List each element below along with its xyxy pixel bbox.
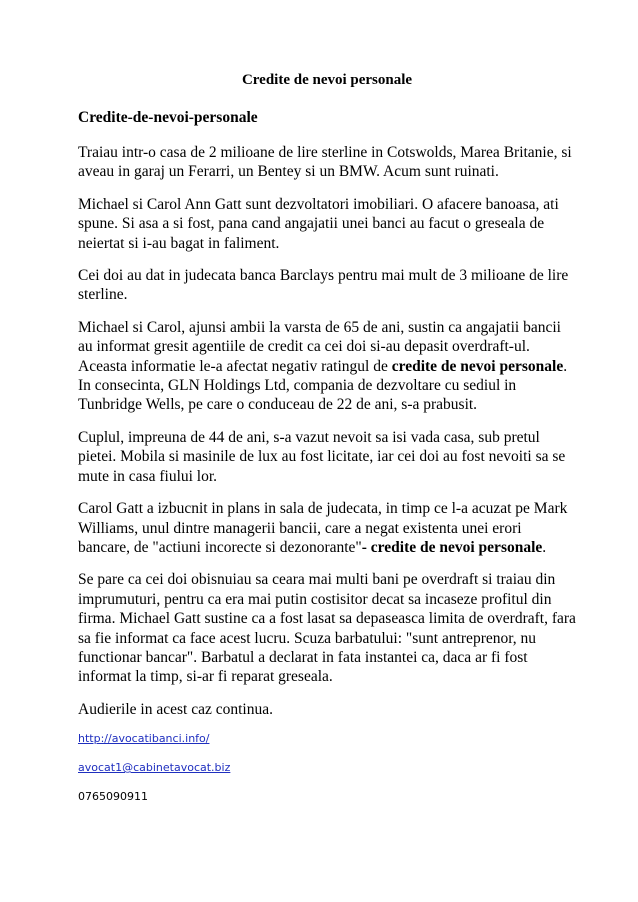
paragraph-4 <box>78 318 576 415</box>
email-link[interactable]: avocat1@cabinetavocat.biz <box>78 761 231 775</box>
paragraph-7: Se pare ca cei doi obisnuiau sa ceara mai multi bani pe overdraft si traiau din imprumuturi, pentru ca era mai putin costisitor decat sa incaseze profitul din firma. Michael Gatt sustine ca a fost lasat sa depaseasca limita de overdraft, fara sa fie informat ca face acest lucru. Scuza barbatului: "sunt antreprenor, nu functionar bancar". Barbatul a declarat in fata instantei ca, daca ar fi fost informat la timp, si-ar fi reparat greseala. <box>78 571 576 686</box>
paragraph-4-text-a: Michael si Carol, ajunsi ambii la varsta de 65 de ani, sustin ca angajatii bancii au informat gresit agentiile de credit ca cei doi si-au depasit overdraft-ul. Aceasta informatie le-a afectat negativ ratingul de <box>78 318 561 375</box>
paragraph-6-keyword: - credite de nevoi personale <box>361 538 543 556</box>
phone-number: 0765090911 <box>78 790 148 804</box>
paragraph-2: Michael si Carol Ann Gatt sunt dezvoltatori imobiliari. O afacere banoasa, ati spune. Si asa a si fost, pana cand angajatii unei banci au facut o greseala de neiertat si i-au bagat in faliment. <box>78 195 559 252</box>
paragraph-4-text-b: . In consecinta, GLN Holdings Ltd, compania de dezvoltare cu sediul in Tunbridge Wells, pe care o conduceau de 22 de ani, s-a prabusit. <box>78 357 568 414</box>
paragraph-6-text-a: Carol Gatt a izbucnit in plans in sala de judecata, in timp ce l-a acuzat pe Mark Williams, unul dintre managerii bancii, care a negat existenta unei erori bancare, de "actiuni incorecte si dezonorante" <box>78 500 568 556</box>
contact-block <box>78 732 576 803</box>
paragraph-6 <box>78 499 576 557</box>
document-title: Credite de nevoi personale <box>241 72 413 88</box>
paragraph-4-keyword: credite de nevoi personale <box>391 357 564 375</box>
paragraph-1: Traiau intr-o casa de 2 milioane de lire sterline in Cotswolds, Marea Britanie, si aveau in garaj un Ferarri, un Bentey si un BMW. Acum sunt ruinati. <box>78 144 572 181</box>
paragraph-3: Cei doi au dat in judecata banca Barclays pentru mai mult de 3 milioane de lire sterline. <box>78 267 569 304</box>
document-subtitle: Credite-de-nevoi-personale <box>78 109 258 126</box>
paragraph-8: Audierile in acest caz continua. <box>78 700 273 718</box>
paragraph-5: Cuplul, impreuna de 44 de ani, s-a vazut nevoit sa isi vada casa, sub pretul pietei. Mobila si masinile de lux au fost licitate, iar cei doi au fost nevoiti sa se mute in casa fiului lor. <box>78 428 566 485</box>
paragraph-6-text-b: . <box>542 538 547 556</box>
website-link[interactable]: http://avocatibanci.info/ <box>78 732 210 746</box>
